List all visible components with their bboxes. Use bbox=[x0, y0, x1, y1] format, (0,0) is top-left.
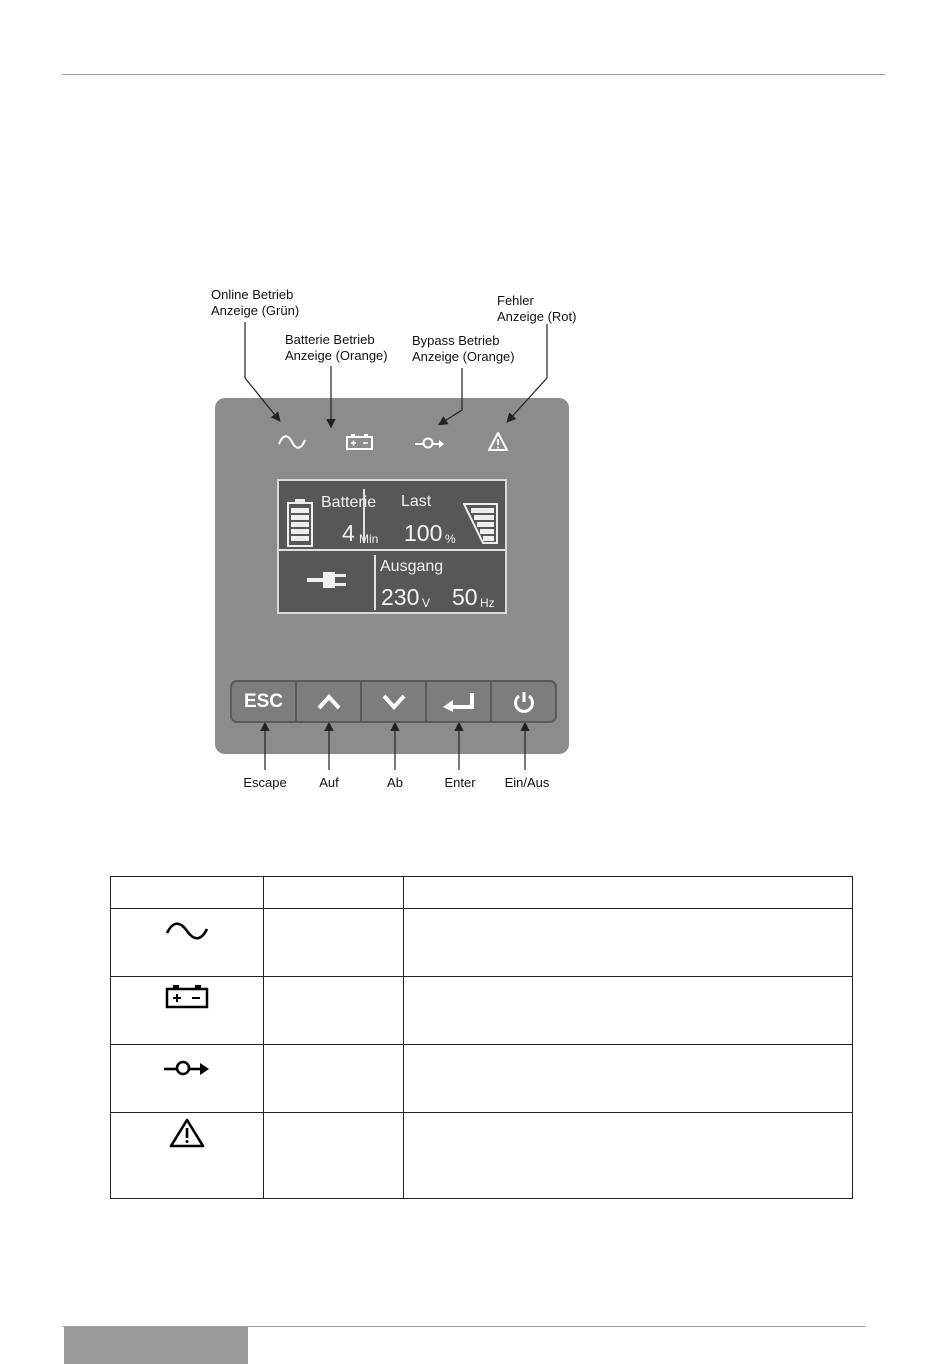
power-button[interactable] bbox=[492, 682, 555, 721]
table-header-cell bbox=[404, 877, 853, 909]
footer-block bbox=[64, 1327, 248, 1364]
battery-gauge-icon bbox=[287, 499, 313, 547]
table-cell bbox=[264, 909, 404, 977]
lcd-horizontal-divider bbox=[279, 549, 505, 551]
chevron-down-icon bbox=[381, 693, 407, 711]
down-button[interactable] bbox=[362, 682, 427, 721]
battery-icon bbox=[165, 984, 209, 1010]
indicator-legend-table bbox=[110, 876, 853, 1199]
callout-fault: Fehler Anzeige (Rot) bbox=[497, 293, 577, 324]
table-row bbox=[111, 909, 853, 977]
escape-button-label: ESC bbox=[243, 690, 284, 712]
button-label-down: Ab bbox=[387, 775, 403, 790]
button-label-power: Ein/Aus bbox=[504, 775, 550, 790]
table-row bbox=[111, 977, 853, 1045]
table-cell bbox=[404, 1113, 853, 1199]
lcd-load-value: 100 bbox=[404, 520, 443, 546]
button-strip bbox=[230, 680, 557, 723]
table-cell bbox=[404, 977, 853, 1045]
table-header-cell bbox=[111, 877, 264, 909]
button-label-enter: Enter bbox=[444, 775, 476, 790]
lcd-frequency-value: 50 bbox=[452, 584, 478, 610]
lcd-bottom-divider bbox=[374, 555, 376, 610]
callout-online: Online Betrieb Anzeige (Grün) bbox=[211, 287, 300, 318]
lcd-load-label: Last bbox=[401, 493, 432, 510]
table-cell bbox=[404, 909, 853, 977]
ac-sine-icon bbox=[164, 919, 210, 943]
callout-bypass: Bypass Betrieb Anzeige (Orange) bbox=[412, 333, 515, 364]
table-cell bbox=[264, 1113, 404, 1199]
table-row bbox=[111, 1045, 853, 1113]
table-icon-cell bbox=[111, 1113, 264, 1199]
table-header-row bbox=[111, 877, 853, 909]
table-cell bbox=[264, 977, 404, 1045]
lcd-voltage-unit: V bbox=[422, 596, 431, 610]
button-label-up: Auf bbox=[319, 775, 339, 790]
callout-battery: Batterie Betrieb Anzeige (Orange) bbox=[285, 332, 388, 363]
load-gauge-icon bbox=[463, 503, 499, 545]
table-row bbox=[111, 1113, 853, 1199]
enter-arrow-icon bbox=[441, 691, 477, 713]
button-label-escape: Escape bbox=[243, 775, 287, 790]
up-button[interactable] bbox=[297, 682, 362, 721]
table-cell bbox=[404, 1045, 853, 1113]
enter-button[interactable] bbox=[427, 682, 492, 721]
plug-icon bbox=[307, 569, 349, 591]
lcd-battery-value: 4 bbox=[342, 520, 355, 546]
chevron-up-icon bbox=[316, 693, 342, 711]
lcd-display bbox=[277, 479, 507, 614]
escape-button[interactable] bbox=[232, 682, 297, 721]
warning-triangle-icon bbox=[168, 1117, 206, 1149]
lcd-battery-unit: Min bbox=[359, 532, 379, 546]
lcd-frequency-unit: Hz bbox=[480, 596, 495, 610]
lcd-output-label: Ausgang bbox=[380, 558, 444, 575]
table-icon-cell bbox=[111, 1045, 264, 1113]
power-icon bbox=[512, 690, 536, 714]
table-cell bbox=[264, 1045, 404, 1113]
lcd-load-unit: % bbox=[445, 532, 456, 546]
bypass-icon bbox=[162, 1057, 212, 1079]
lcd-battery-label: Batterie bbox=[321, 494, 377, 511]
table-icon-cell bbox=[111, 977, 264, 1045]
lcd-voltage-value: 230 bbox=[381, 584, 420, 610]
table-icon-cell bbox=[111, 909, 264, 977]
table-header-cell bbox=[264, 877, 404, 909]
